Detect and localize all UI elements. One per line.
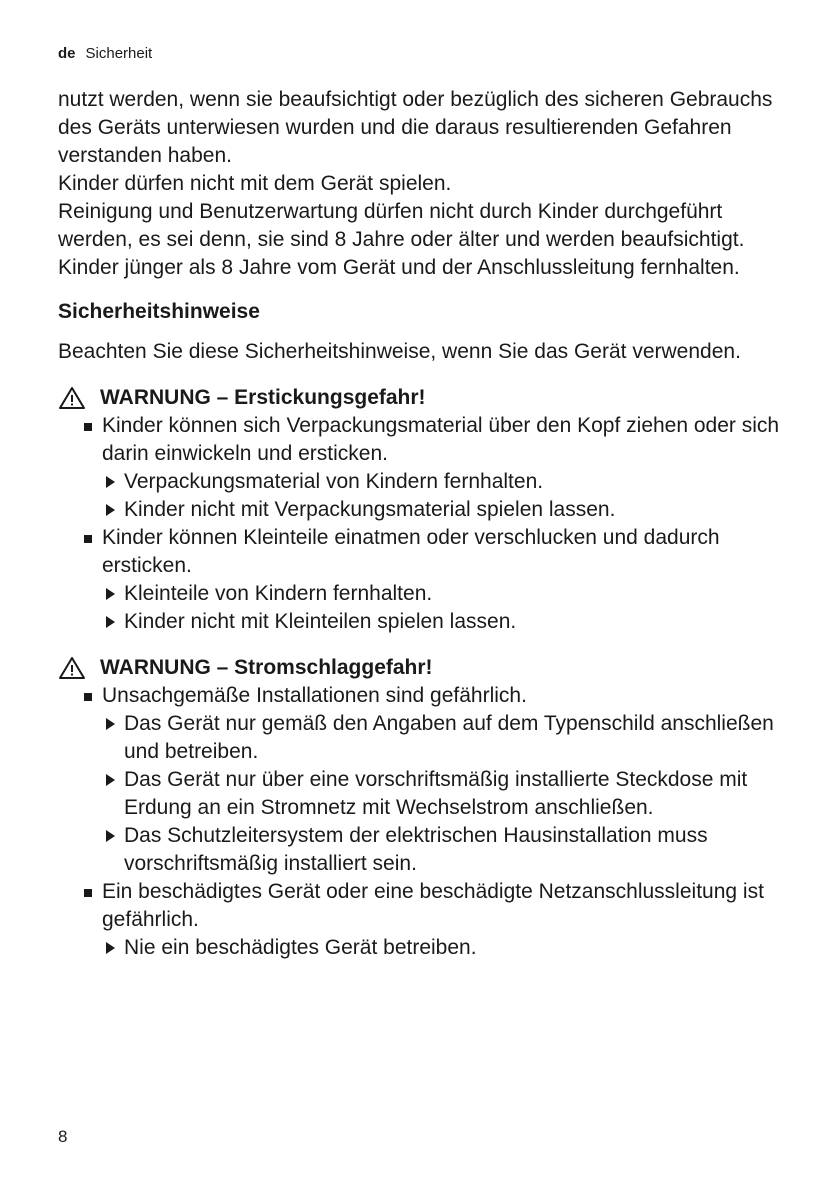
action-item: Verpackungsmaterial von Kindern fernhalten. — [102, 468, 783, 496]
triangle-arrow-icon — [102, 766, 124, 822]
square-bullet-icon — [80, 524, 102, 580]
triangle-arrow-icon — [102, 496, 124, 524]
warning-triangle-icon — [58, 386, 86, 410]
warning-title: WARNUNG – Stromschlaggefahr! — [100, 656, 433, 679]
page-number: 8 — [58, 1127, 68, 1146]
square-bullet-icon — [80, 682, 102, 710]
intro-paragraph: nutzt werden, wenn sie beaufsichtigt oder bezüglich des sicheren Gebrauchs des Geräts unterwiesen wurden und die daraus resultierenden Gefahren verstanden haben. — [58, 88, 773, 167]
intro-paragraph: Kinder jünger als 8 Jahre vom Gerät und der Anschlussleitung fernhalten. — [58, 256, 740, 279]
intro-paragraph: Kinder dürfen nicht mit dem Gerät spielen. — [58, 172, 452, 195]
triangle-arrow-icon — [102, 934, 124, 962]
warning-block-electric-shock — [58, 654, 783, 962]
hazard-item: Kinder können Kleinteile einatmen oder verschlucken und dadurch ersticken. — [80, 524, 783, 580]
square-bullet-icon — [80, 412, 102, 468]
header-section-name: Sicherheit — [85, 45, 153, 62]
warning-title: WARNUNG – Erstickungsgefahr! — [100, 386, 426, 409]
warning-triangle-icon — [58, 656, 86, 680]
action-item: Kinder nicht mit Verpackungsmaterial spielen lassen. — [102, 496, 783, 524]
action-item: Kinder nicht mit Kleinteilen spielen lassen. — [102, 608, 783, 636]
warning-block-suffocation — [58, 384, 783, 636]
triangle-arrow-icon — [102, 580, 124, 608]
action-item: Das Gerät nur über eine vorschriftsmäßig installierte Steckdose mit Erdung an ein Stromnetz mit Wechselstrom anschließen. — [102, 766, 783, 822]
action-item: Das Schutzleitersystem der elektrischen Hausinstallation muss vorschriftsmäßig installiert sein. — [102, 822, 783, 878]
action-item: Das Gerät nur gemäß den Angaben auf dem Typenschild anschließen und betreiben. — [102, 710, 783, 766]
action-item: Kleinteile von Kindern fernhalten. — [102, 580, 783, 608]
square-bullet-icon — [80, 878, 102, 934]
language-code: de — [58, 45, 76, 62]
hazard-item: Kinder können sich Verpackungsmaterial über den Kopf ziehen oder sich darin einwickeln und ersticken. — [80, 412, 783, 468]
intro-paragraphs — [58, 86, 783, 282]
warning-heading — [58, 384, 783, 412]
triangle-arrow-icon — [102, 608, 124, 636]
action-item: Nie ein beschädigtes Gerät betreiben. — [102, 934, 783, 962]
triangle-arrow-icon — [102, 710, 124, 766]
section-title: Sicherheitshinweise — [58, 300, 260, 323]
warning-heading — [58, 654, 783, 682]
section-intro: Beachten Sie diese Sicherheitshinweise, wenn Sie das Gerät verwenden. — [58, 340, 741, 363]
triangle-arrow-icon — [102, 468, 124, 496]
running-header — [58, 44, 783, 64]
triangle-arrow-icon — [102, 822, 124, 878]
hazard-item: Ein beschädigtes Gerät oder eine beschädigte Netzanschlussleitung ist gefährlich. — [80, 878, 783, 934]
document-page — [58, 44, 783, 962]
intro-paragraph: Reinigung und Benutzerwartung dürfen nicht durch Kinder durchgeführt werden, es sei denn, sie sind 8 Jahre oder älter und werden beaufsichtigt. — [58, 200, 745, 251]
hazard-item: Unsachgemäße Installationen sind gefährlich. — [80, 682, 783, 710]
